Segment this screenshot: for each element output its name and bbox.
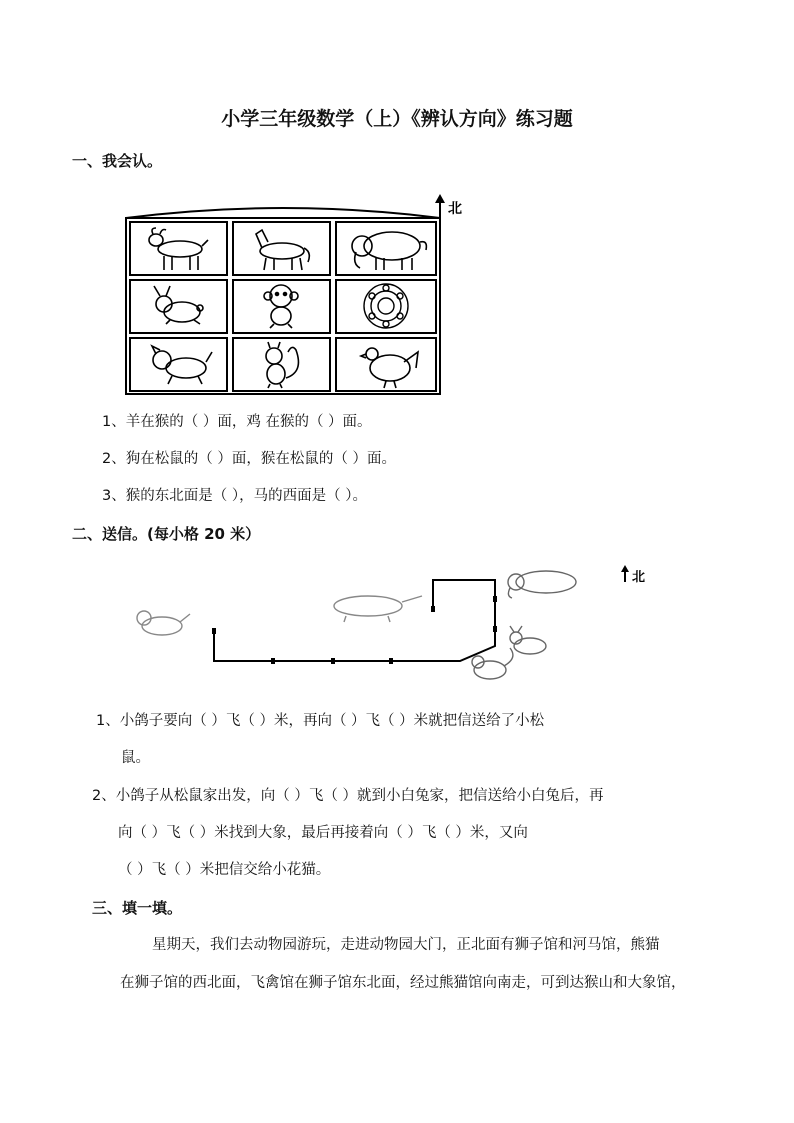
- s2-question-2-line3: （ ）飞（ ）米把信交给小花猫。: [118, 862, 331, 878]
- north-arrow-icon: [435, 194, 445, 218]
- s1-question-1: 1、羊在猴的（ ）面，鸡 在猴的（ ）面。: [102, 414, 372, 430]
- route-ticks: [212, 596, 497, 664]
- s2-question-2-line2: 向（ ）飞（ ）米找到大象，最后再接着向（ ）飞（ ）米，又向: [118, 825, 528, 841]
- s1-question-2: 2、狗在松鼠的（ ）面，猴在松鼠的（ ）面。: [102, 451, 396, 467]
- rabbit-icon: [154, 286, 203, 324]
- s3-paragraph-line1: 星期天，我们去动物园游玩，走进动物园大门，正北面有狮子馆和河马馆，熊猫: [152, 937, 660, 953]
- peacock-icon: [364, 284, 408, 328]
- roof-arc: [126, 208, 440, 218]
- hen-icon: [361, 348, 418, 388]
- squirrel-icon: [266, 342, 298, 388]
- dog-icon: [152, 346, 212, 384]
- route-map-figure: [120, 560, 680, 690]
- page-title: 小学三年级数学（上）《辨认方向》练习题: [221, 108, 573, 130]
- s2-question-2: 2、小鸽子从松鼠家出发，向（ ）飞（ ）就到小白兔家，把信送给小白兔后，再: [92, 788, 604, 804]
- s1-question-3: 3、猴的东北面是（ ），马的西面是（ ）。: [102, 488, 367, 504]
- north-label: 北: [632, 570, 646, 585]
- horse-icon: [256, 230, 309, 270]
- elephant-icon: [352, 232, 426, 270]
- section3-heading: 三、填一填。: [92, 899, 183, 917]
- goat-icon: [149, 228, 208, 270]
- north-label: 北: [448, 201, 462, 217]
- north-arrow-icon: [621, 565, 629, 582]
- section1-heading: 一、我会认。: [72, 152, 163, 170]
- s2-question-1-cont: 鼠。: [121, 750, 150, 766]
- route-path: [214, 580, 495, 661]
- elephant-icon: [508, 571, 576, 598]
- animal-grid-figure: [120, 190, 480, 400]
- lion-icon: [334, 596, 422, 622]
- cat-icon: [137, 611, 190, 635]
- s3-paragraph-line2: 在狮子馆的西北面，飞禽馆在狮子馆东北面，经过熊猫馆向南走，可到达猴山和大象馆，: [120, 975, 686, 991]
- monkey-icon: [264, 285, 298, 328]
- s2-question-1: 1、小鸽子要向（ ）飞（ ）米，再向（ ）飞（ ）米就把信送给了小松: [96, 713, 545, 729]
- rabbit-icon: [510, 626, 546, 654]
- section2-heading: 二、送信。(每小格 20 米）: [72, 525, 261, 543]
